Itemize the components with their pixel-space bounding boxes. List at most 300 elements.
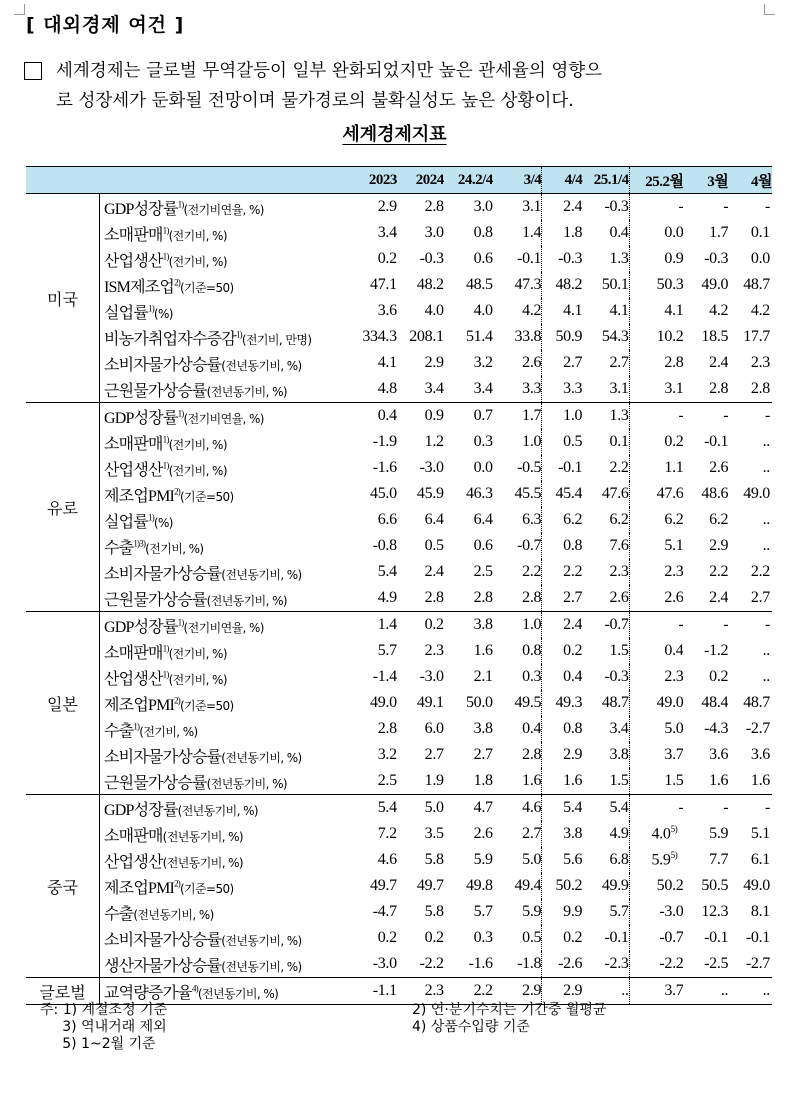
cell-value: 4.1 [664,302,684,319]
cell-value: 2.7 [750,589,770,606]
cell-value: 0.7 [473,407,493,424]
cell-value: 3.8 [473,720,493,737]
value-cell [397,795,444,822]
cell-value: 3.2 [473,354,493,371]
cell-value: 18.5 [701,328,729,345]
value-cell [629,925,683,951]
value-cell [629,638,683,664]
indicator-name: 소매판매 [104,644,163,662]
value-cell [493,978,542,1005]
footnote-marker: 1) [162,460,169,471]
value-cell [629,194,683,221]
cell-value: 5.4 [377,563,397,580]
cell-value: 6.1 [750,851,770,868]
cell-value: 0.6 [473,537,493,554]
value-cell [493,533,542,559]
value-cell [444,899,493,925]
cell-value: 4.0 [473,302,493,319]
cell-value: 0.3 [473,433,493,450]
table-row [26,220,772,246]
value-cell [493,350,542,376]
column-header: 3/4 [493,167,542,194]
value-cell [542,716,582,742]
indicator-name: 수출 [104,905,134,923]
indicator-unit: (전기비, %) [168,672,227,687]
cell-value: -3.0 [419,668,444,685]
indicator-label [100,690,348,716]
value-cell [493,324,542,350]
value-cell [629,768,683,795]
cell-value: 5.8 [424,851,444,868]
value-cell [397,324,444,350]
value-cell [348,403,397,430]
indicator-name: 수출 [104,722,134,740]
cell-value: 6.2 [709,511,729,528]
cell-value: 2.8 [473,589,493,606]
cell-value: 0.1 [609,433,629,450]
value-cell [348,585,397,612]
value-cell [444,951,493,978]
footnote-text: 2) 연·분기수치는 기간중 월평균 [412,1002,607,1018]
footnote-row [40,1019,760,1036]
indicator-name: 소매판매 [104,435,163,453]
value-cell [542,272,582,298]
cell-value: 50.0 [465,694,493,711]
value-cell [397,220,444,246]
cell-value: 49.7 [370,877,397,894]
indicator-label [100,664,348,690]
indicator-unit: (전기비, %) [168,463,227,478]
table-row [26,376,772,403]
value-cell [444,742,493,768]
value-cell [493,899,542,925]
cell-value: 0.0 [473,459,493,476]
table-title: 세계경제지표 [342,124,447,145]
cell-value: 48.4 [701,694,729,711]
indicator-name: GDP성장률 [104,618,178,636]
indicator-name: 산업생산 [104,853,163,871]
indicator-unit: (기준=50) [179,280,234,295]
value-cell [493,690,542,716]
value-cell [493,612,542,639]
cell-value: 3.8 [609,746,629,763]
column-header: 4월 [728,167,772,194]
cell-value: 9.9 [563,903,583,920]
indicator-label [100,585,348,612]
cell-value: 1.0 [563,407,583,424]
cell-value: 0.3 [522,668,542,685]
cell-value: -1.9 [372,433,397,450]
cell-value: 2.4 [563,616,583,633]
cell-value: .. [762,433,770,450]
cell-value: 2.7 [473,746,493,763]
value-cell [728,716,772,742]
indicator-label [100,429,348,455]
page-corner-mark-left [14,4,25,15]
indicator-label [100,350,348,376]
cell-value: 2.2 [473,982,493,999]
value-cell [629,455,683,481]
footnote-marker: 1) [162,251,169,262]
cell-value: 0.2 [664,433,684,450]
cell-value: 49.0 [743,877,770,894]
value-cell [444,821,493,847]
cell-value: 12.3 [701,903,729,920]
cell-value: 45.0 [370,485,397,502]
cell-value: 0.4 [609,224,629,241]
value-cell [348,455,397,481]
value-cell [493,873,542,899]
cell-value: 4.0 [651,825,671,843]
header-blank-cell [26,167,100,194]
value-cell [728,664,772,690]
column-header: 4/4 [542,167,582,194]
indicator-unit: (전년동기비, %) [177,803,258,818]
footnote-marker: 1) [177,408,184,419]
value-cell [542,455,582,481]
value-cell [582,951,629,978]
footnote-row [40,1036,760,1053]
cell-value: 48.7 [743,276,770,293]
cell-value: .. [621,982,629,999]
footnote-marker: 1) [162,434,169,445]
indicator-name: GDP성장률 [104,409,178,427]
summary-line-2: 로 성장세가 둔화될 전망이며 물가경로의 불확실성도 높은 상황이다. [56,91,574,111]
cell-value: -0.5 [517,459,542,476]
value-cell [493,664,542,690]
footnote-row [40,1002,760,1019]
indicator-unit: (전기비, %) [168,437,227,452]
value-cell [397,481,444,507]
cell-value: .. [720,982,729,999]
value-cell [542,585,582,612]
value-cell [542,978,582,1005]
value-cell [444,847,493,873]
value-cell [542,899,582,925]
value-cell [629,847,683,873]
cell-value: 54.3 [601,328,629,345]
indicator-name: GDP성장률 [104,200,178,218]
footnote-marker: 5) [670,850,678,861]
cell-value: 2.3 [750,354,770,371]
cell-value: 2.6 [709,459,729,476]
table-row [26,533,772,559]
value-cell [542,246,582,272]
cell-value: -0.1 [704,929,729,946]
table-row [26,429,772,455]
indicator-unit: (전년동기비, %) [162,829,244,844]
cell-value: 1.4 [522,224,542,241]
value-cell [348,795,397,822]
cell-value: 2.8 [522,589,542,606]
cell-value: 51.4 [465,328,493,345]
table-row [26,403,772,430]
cell-value: 3.0 [424,224,444,241]
value-cell [728,690,772,716]
value-cell [397,533,444,559]
indicator-unit: (전기비, %) [168,254,227,269]
value-cell [728,821,772,847]
indicator-label [100,455,348,481]
value-cell [444,403,493,430]
cell-value: 6.2 [664,511,684,528]
cell-value: 50.2 [656,877,684,894]
footnote-text: 주: 1) 계절조정 기준 [40,1002,168,1018]
value-cell [683,821,728,847]
value-cell [629,324,683,350]
cell-value: 2.9 [709,537,729,554]
value-cell [493,795,542,822]
cell-value: 6.3 [522,511,542,528]
cell-value: 2.5 [377,772,397,789]
cell-value: -2.3 [604,955,629,972]
cell-value: 3.4 [424,380,444,397]
indicator-label [100,246,348,272]
cell-value: -2.5 [704,955,729,972]
cell-value: 334.3 [362,328,397,345]
cell-value: -1.6 [468,955,493,972]
cell-value: 48.5 [465,276,493,293]
summary-paragraph [24,56,772,116]
value-cell [397,376,444,403]
cell-value: 2.8 [750,380,770,397]
value-cell [683,951,728,978]
indicator-unit: (전년동기비, %) [221,959,302,974]
value-cell [493,925,542,951]
cell-value: -3.0 [372,955,397,972]
value-cell [348,350,397,376]
value-cell [348,220,397,246]
cell-value: 48.2 [555,276,583,293]
cell-value: - [723,198,729,215]
value-cell [629,507,683,533]
cell-value: 2.8 [709,380,729,397]
value-cell [683,716,728,742]
value-cell [493,194,542,221]
cell-value: .. [762,668,770,685]
value-cell [728,298,772,324]
value-cell [582,533,629,559]
table-row [26,716,772,742]
value-cell [582,847,629,873]
value-cell [629,716,683,742]
value-cell [348,925,397,951]
cell-value: 6.8 [609,851,629,868]
cell-value: - [678,407,684,424]
table-row [26,350,772,376]
value-cell [493,768,542,795]
header-blank-cell [100,167,348,194]
value-cell [542,376,582,403]
value-cell [348,559,397,585]
cell-value: 2.5 [473,563,493,580]
value-cell [728,272,772,298]
indicator-name: 제조업PMI [104,696,175,714]
cell-value: 2.8 [377,720,397,737]
cell-value: 45.5 [514,485,542,502]
cell-value: 47.1 [370,276,397,293]
cell-value: 49.8 [465,877,493,894]
value-cell [629,690,683,716]
indicator-unit: (전년동기비, %) [221,358,302,373]
indicator-label [100,194,348,221]
value-cell [629,585,683,612]
cell-value: -1.2 [704,642,729,659]
value-cell [683,742,728,768]
value-cell [542,507,582,533]
value-cell [348,298,397,324]
value-cell [444,873,493,899]
cell-value: .. [762,537,770,554]
table-row [26,847,772,873]
cell-value: 0.0 [750,250,770,267]
cell-value: 2.8 [424,589,444,606]
value-cell [728,795,772,822]
value-cell [683,925,728,951]
region-label: 중국 [26,795,100,978]
cell-value: 2.2 [709,563,729,580]
indicator-name: 실업률 [104,513,148,531]
value-cell [542,194,582,221]
cell-value: 5.0 [424,799,444,816]
footnote-marker: 2) [174,878,180,889]
table-row [26,873,772,899]
footnote-text: 5) 1~2월 기준 [40,1036,156,1052]
cell-value: 3.4 [609,720,629,737]
cell-value: 3.8 [473,616,493,633]
value-cell [444,429,493,455]
cell-value: - [764,616,770,633]
value-cell [683,585,728,612]
value-cell [493,559,542,585]
indicator-name: 소매판매 [104,827,163,845]
value-cell [493,455,542,481]
value-cell [348,638,397,664]
value-cell [348,742,397,768]
cell-value: 49.3 [555,694,583,711]
cell-value: -2.7 [745,955,770,972]
cell-value: 0.4 [563,668,583,685]
cell-value: 3.3 [522,380,542,397]
cell-value: 4.7 [473,799,493,816]
cell-value: 45.4 [555,485,583,502]
cell-value: -4.3 [704,720,729,737]
indicator-name: GDP성장률 [104,801,178,819]
cell-value: 3.6 [377,302,397,319]
value-cell [348,272,397,298]
value-cell [582,690,629,716]
cell-value: 47.3 [514,276,542,293]
cell-value: 0.4 [377,407,397,424]
value-cell [683,612,728,639]
cell-value: 3.1 [522,198,542,215]
cell-value: 1.3 [609,407,629,424]
indicator-label [100,768,348,795]
value-cell [397,847,444,873]
cell-value: 4.2 [750,302,770,319]
value-cell [444,376,493,403]
cell-value: 5.0 [664,720,684,737]
value-cell [397,742,444,768]
cell-value: -1.6 [372,459,397,476]
cell-value: 1.5 [609,642,629,659]
cell-value: 4.6 [522,799,542,816]
cell-value: 3.3 [563,380,583,397]
cell-value: 1.6 [563,772,583,789]
cell-value: 6.2 [563,511,583,528]
cell-value: -2.2 [419,955,444,972]
cell-value: 2.9 [424,354,444,371]
footnote-text: 4) 상품수입량 기준 [412,1019,530,1035]
indicator-label [100,507,348,533]
indicator-unit: (전년동기비, %) [221,750,302,765]
value-cell [582,246,629,272]
table-row [26,272,772,298]
cell-value: 0.9 [664,250,684,267]
value-cell [397,664,444,690]
value-cell [348,951,397,978]
value-cell [542,847,582,873]
value-cell [582,429,629,455]
cell-value: 5.4 [377,799,397,816]
table-row [26,821,772,847]
cell-value: 48.6 [701,485,729,502]
cell-value: -4.7 [372,903,397,920]
indicator-name: 생산자물가상승률 [104,957,222,975]
indicator-unit: (전기비, 만명) [241,332,312,347]
cell-value: 50.3 [656,276,684,293]
value-cell [582,481,629,507]
value-cell [444,612,493,639]
cell-value: 2.9 [522,982,542,999]
indicator-name: 소비자물가상승률 [104,748,222,766]
cell-value: 5.0 [522,851,542,868]
value-cell [728,585,772,612]
region-label: 유로 [26,403,100,612]
column-header: 25.2월 [629,167,683,194]
value-cell [542,403,582,430]
cell-value: 4.9 [377,589,397,606]
cell-value: 5.9 [473,851,493,868]
cell-value: 2.9 [563,982,583,999]
cell-value: 2.4 [424,563,444,580]
value-cell [728,455,772,481]
cell-value: 0.1 [750,224,770,241]
value-cell [348,899,397,925]
value-cell [397,429,444,455]
cell-value: 4.0 [424,302,444,319]
value-cell [444,455,493,481]
indicator-unit: (전기비, %) [168,646,227,661]
value-cell [444,533,493,559]
cell-value: .. [762,982,770,999]
value-cell [582,664,629,690]
cell-value: 0.0 [664,224,684,241]
indicator-label [100,899,348,925]
cell-value: 0.4 [522,720,542,737]
value-cell [629,742,683,768]
value-cell [542,429,582,455]
indicator-unit: (전년동기비, %) [206,384,287,399]
value-cell [629,350,683,376]
value-cell [348,194,397,221]
cell-value: 3.7 [664,982,684,999]
value-cell [397,272,444,298]
value-cell [493,298,542,324]
cell-value: 50.9 [555,328,583,345]
cell-value: 48.7 [601,694,629,711]
value-cell [542,481,582,507]
